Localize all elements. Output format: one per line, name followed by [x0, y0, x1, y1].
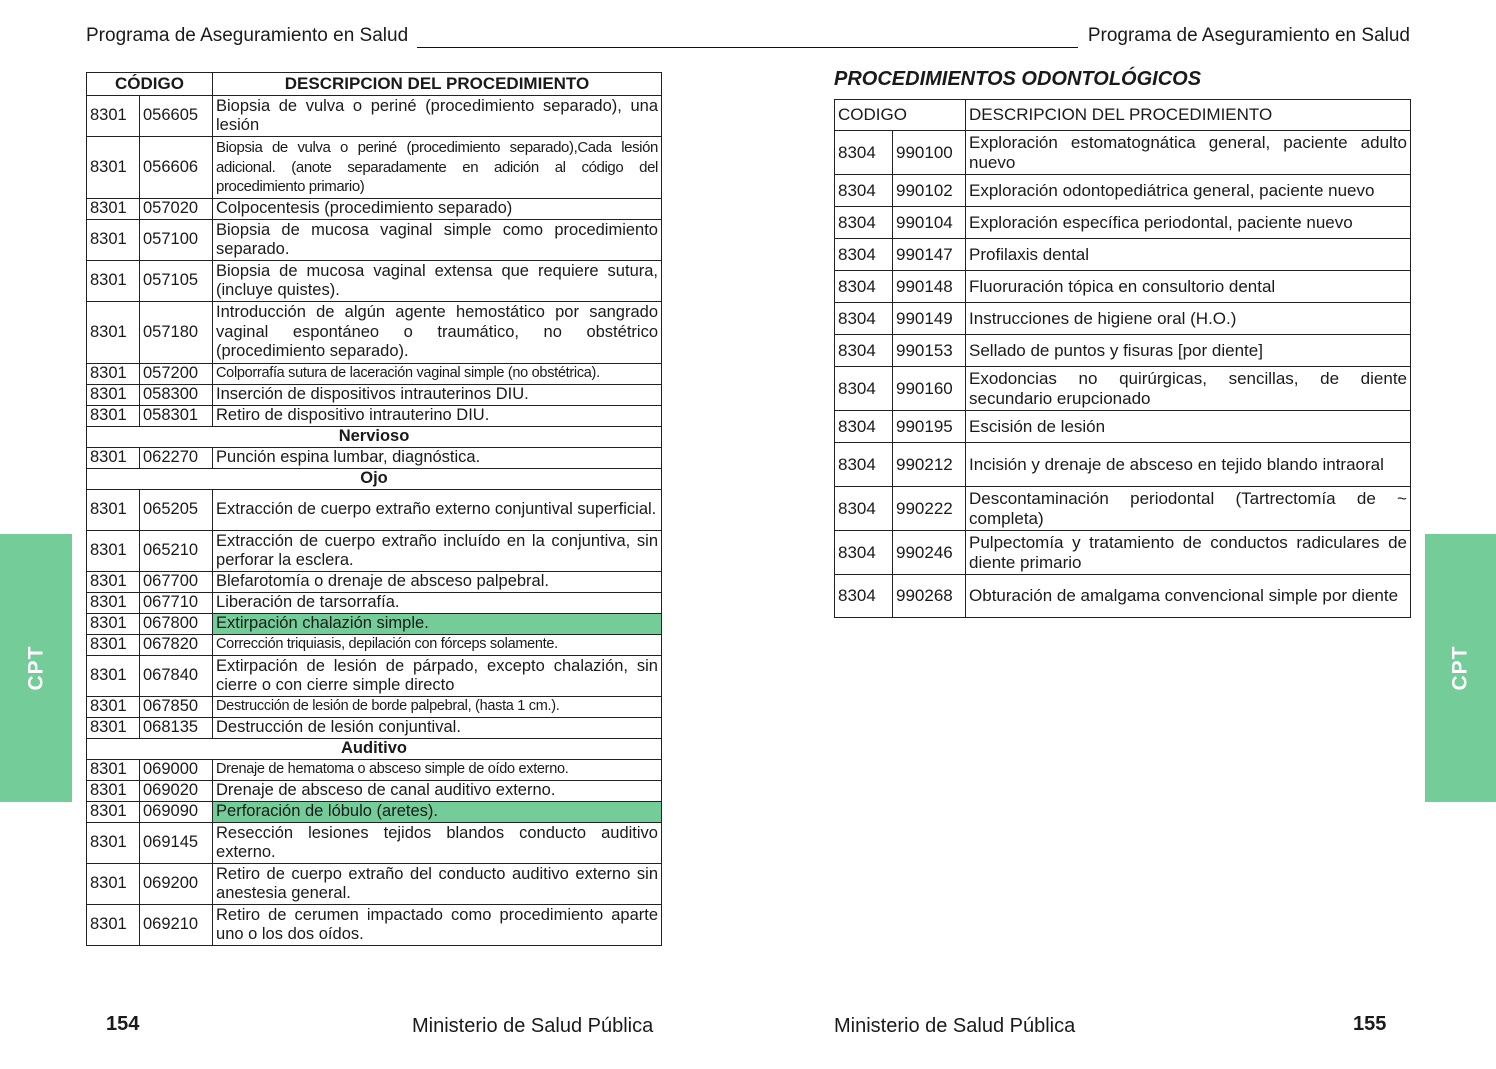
procedure-code: 067850 — [140, 697, 213, 718]
procedure-description: Colpocentesis (procedimiento separado) — [213, 199, 662, 220]
procedure-code: 057180 — [140, 302, 213, 364]
header-rule — [417, 47, 1078, 48]
left-code-column-header: CÓDIGO — [87, 73, 213, 96]
procedure-description: Perforación de lóbulo (aretes). — [213, 802, 662, 823]
procedure-description: Exploración odontopediátrica general, paciente nuevo — [966, 175, 1411, 207]
procedure-description: Inserción de dispositivos intrauterinos DIU. — [213, 385, 662, 406]
group-code: 8301 — [87, 302, 140, 364]
procedure-code: 057100 — [140, 220, 213, 261]
procedure-description: Resección lesiones tejidos blandos conducto auditivo externo. — [213, 823, 662, 864]
procedure-code: 057105 — [140, 261, 213, 302]
procedure-description: Retiro de cuerpo extraño del conducto auditivo externo sin anestesia general. — [213, 864, 662, 905]
procedure-code: 990148 — [893, 271, 966, 303]
procedure-description: Profilaxis dental — [966, 239, 1411, 271]
table-row — [835, 207, 1411, 239]
procedure-description: Retiro de cerumen impactado como procedimiento aparte uno o los dos oídos. — [213, 905, 662, 946]
procedure-code: 990147 — [893, 239, 966, 271]
group-code: 8301 — [87, 406, 140, 427]
procedure-description: Extracción de cuerpo extraño externo conjuntival superficial. — [213, 490, 662, 531]
left-running-header: Programa de Aseguramiento en Salud — [86, 25, 409, 46]
table-row — [87, 823, 662, 864]
procedure-description: Exploración específica periodontal, paciente nuevo — [966, 207, 1411, 239]
left-page-number: 154 — [106, 1013, 140, 1035]
section-title: Auditivo — [87, 739, 662, 760]
table-row — [87, 261, 662, 302]
table-row — [835, 443, 1411, 487]
group-code: 8301 — [87, 531, 140, 572]
table-row — [87, 137, 662, 199]
procedure-code: 062270 — [140, 448, 213, 469]
group-code: 8301 — [87, 635, 140, 656]
group-code: 8301 — [87, 261, 140, 302]
procedure-code: 057020 — [140, 199, 213, 220]
group-code: 8301 — [87, 760, 140, 781]
group-code: 8304 — [835, 175, 893, 207]
table-row — [87, 406, 662, 427]
group-code: 8301 — [87, 137, 140, 199]
procedure-description: Fluoruración tópica en consultorio dental — [966, 271, 1411, 303]
group-code: 8304 — [835, 487, 893, 531]
section-title: Nervioso — [87, 427, 662, 448]
procedure-code: 058300 — [140, 385, 213, 406]
group-code: 8304 — [835, 303, 893, 335]
table-row — [87, 364, 662, 385]
procedure-code: 065210 — [140, 531, 213, 572]
procedure-code: 990195 — [893, 411, 966, 443]
table-row — [87, 656, 662, 697]
procedure-description: Introducción de algún agente hemostático por sangrado vaginal espontáneo o traumático, no obstétrico (procedimiento separado). — [213, 302, 662, 364]
procedure-code: 069210 — [140, 905, 213, 946]
table-row — [835, 175, 1411, 207]
procedure-description: Drenaje de hematoma o absceso simple de oído externo. — [213, 760, 662, 781]
procedure-code: 056606 — [140, 137, 213, 199]
procedure-code: 990149 — [893, 303, 966, 335]
procedure-description: Biopsia de mucosa vaginal simple como procedimiento separado. — [213, 220, 662, 261]
procedure-description: Destrucción de lesión de borde palpebral, (hasta 1 cm.). — [213, 697, 662, 718]
group-code: 8304 — [835, 131, 893, 175]
procedure-description: Exodoncias no quirúrgicas, sencillas, de diente secundario erupcionado — [966, 367, 1411, 411]
procedure-code: 058301 — [140, 406, 213, 427]
procedure-code: 067820 — [140, 635, 213, 656]
left-cpt-tab — [0, 534, 72, 802]
procedure-description: Punción espina lumbar, diagnóstica. — [213, 448, 662, 469]
table-row — [835, 303, 1411, 335]
right-running-header: Programa de Aseguramiento en Salud — [1087, 25, 1410, 46]
table-row — [835, 131, 1411, 175]
table-row — [835, 271, 1411, 303]
table-row — [835, 239, 1411, 271]
table-row — [835, 531, 1411, 575]
group-code: 8301 — [87, 364, 140, 385]
left-description-column-header: DESCRIPCION DEL PROCEDIMIENTO — [213, 73, 662, 96]
procedure-description: Extirpación de lesión de párpado, excepto chalazión, sin cierre o con cierre simple directo — [213, 656, 662, 697]
table-row — [87, 802, 662, 823]
procedure-code: 990104 — [893, 207, 966, 239]
table-row — [835, 575, 1411, 618]
table-row — [87, 905, 662, 946]
procedure-code: 990222 — [893, 487, 966, 531]
group-code: 8301 — [87, 614, 140, 635]
table-row — [87, 760, 662, 781]
group-code: 8304 — [835, 367, 893, 411]
procedure-description: Incisión y drenaje de absceso en tejido blando intraoral — [966, 443, 1411, 487]
group-code: 8304 — [835, 271, 893, 303]
group-code: 8301 — [87, 718, 140, 739]
right-cpt-tab-label: CPT — [1448, 645, 1472, 691]
procedure-description: Exploración estomatognática general, paciente adulto nuevo — [966, 131, 1411, 175]
table-row — [87, 697, 662, 718]
section-header-row — [87, 427, 662, 448]
table-row — [87, 220, 662, 261]
group-code: 8301 — [87, 802, 140, 823]
procedure-code: 990102 — [893, 175, 966, 207]
table-row — [87, 385, 662, 406]
right-cpt-tab — [1425, 534, 1496, 802]
procedure-description: Destrucción de lesión conjuntival. — [213, 718, 662, 739]
procedure-code: 990100 — [893, 131, 966, 175]
dental-procedures-title: PROCEDIMIENTOS ODONTOLÓGICOS — [834, 68, 1202, 90]
table-row — [87, 199, 662, 220]
group-code: 8301 — [87, 905, 140, 946]
section-header-row — [87, 739, 662, 760]
group-code: 8304 — [835, 335, 893, 367]
procedure-code: 069000 — [140, 760, 213, 781]
procedure-code: 990268 — [893, 575, 966, 618]
table-row — [87, 635, 662, 656]
procedure-description: Obturación de amalgama convencional simple por diente — [966, 575, 1411, 618]
procedure-code: 990153 — [893, 335, 966, 367]
procedure-code: 057200 — [140, 364, 213, 385]
table-row — [87, 531, 662, 572]
group-code: 8301 — [87, 220, 140, 261]
procedure-code: 067800 — [140, 614, 213, 635]
table-row — [87, 490, 662, 531]
section-header-row — [87, 469, 662, 490]
left-cpt-tab-label: CPT — [24, 645, 47, 691]
group-code: 8304 — [835, 443, 893, 487]
procedure-description: Blefarotomía o drenaje de absceso palpebral. — [213, 572, 662, 593]
procedure-code: 067710 — [140, 593, 213, 614]
group-code: 8301 — [87, 490, 140, 531]
procedure-description: Drenaje de absceso de canal auditivo externo. — [213, 781, 662, 802]
procedure-code: 990246 — [893, 531, 966, 575]
procedure-description: Liberación de tarsorrafía. — [213, 593, 662, 614]
procedure-description: Pulpectomía y tratamiento de conductos radiculares de diente primario — [966, 531, 1411, 575]
table-row — [87, 302, 662, 364]
table-row — [87, 718, 662, 739]
procedure-description: Descontaminación periodontal (Tartrectomía de ~ completa) — [966, 487, 1411, 531]
procedure-code: 068135 — [140, 718, 213, 739]
group-code: 8301 — [87, 823, 140, 864]
procedure-description: Sellado de puntos y fisuras [por diente] — [966, 335, 1411, 367]
procedure-code: 067700 — [140, 572, 213, 593]
group-code: 8301 — [87, 697, 140, 718]
table-row — [87, 448, 662, 469]
procedure-description: Biopsia de mucosa vaginal extensa que requiere sutura, (incluye quistes). — [213, 261, 662, 302]
group-code: 8301 — [87, 864, 140, 905]
right-description-column-header: DESCRIPCION DEL PROCEDIMIENTO — [966, 100, 1411, 131]
table-row — [835, 335, 1411, 367]
table-row — [835, 487, 1411, 531]
group-code: 8304 — [835, 531, 893, 575]
table-row — [835, 411, 1411, 443]
group-code: 8301 — [87, 448, 140, 469]
right-page-number: 155 — [1353, 1013, 1387, 1035]
group-code: 8301 — [87, 96, 140, 137]
procedure-description: Colporrafía sutura de laceración vaginal simple (no obstétrica). — [213, 364, 662, 385]
table-row — [87, 614, 662, 635]
table-row — [87, 572, 662, 593]
section-title: Ojo — [87, 469, 662, 490]
procedure-code: 990160 — [893, 367, 966, 411]
procedure-description: Instrucciones de higiene oral (H.O.) — [966, 303, 1411, 335]
right-code-column-header: CODIGO — [835, 100, 966, 131]
procedure-description: Corrección triquiasis, depilación con fórceps solamente. — [213, 635, 662, 656]
procedure-description: Extirpación chalazión simple. — [213, 614, 662, 635]
group-code: 8304 — [835, 411, 893, 443]
procedure-code: 065205 — [140, 490, 213, 531]
table-row — [87, 864, 662, 905]
procedure-description: Retiro de dispositivo intrauterino DIU. — [213, 406, 662, 427]
table-row — [87, 593, 662, 614]
right-table-header-row — [835, 100, 1411, 131]
right-procedure-table — [834, 99, 1411, 618]
group-code: 8301 — [87, 781, 140, 802]
group-code: 8301 — [87, 572, 140, 593]
right-footer-ministry: Ministerio de Salud Pública — [834, 1015, 1076, 1037]
table-row — [87, 781, 662, 802]
group-code: 8304 — [835, 207, 893, 239]
procedure-code: 069090 — [140, 802, 213, 823]
procedure-code: 056605 — [140, 96, 213, 137]
procedure-code: 990212 — [893, 443, 966, 487]
left-table-header-row — [87, 73, 662, 96]
left-footer-ministry: Ministerio de Salud Pública — [412, 1015, 654, 1037]
procedure-code: 069200 — [140, 864, 213, 905]
group-code: 8301 — [87, 199, 140, 220]
group-code: 8301 — [87, 593, 140, 614]
procedure-code: 067840 — [140, 656, 213, 697]
procedure-code: 069145 — [140, 823, 213, 864]
group-code: 8301 — [87, 656, 140, 697]
group-code: 8304 — [835, 575, 893, 618]
procedure-description: Biopsia de vulva o periné (procedimiento separado), una lesión — [213, 96, 662, 137]
group-code: 8304 — [835, 239, 893, 271]
table-row — [87, 96, 662, 137]
procedure-description: Biopsia de vulva o periné (procedimiento separado),Cada lesión adicional. (anote separadamente en adición al código del procedimiento primario) — [213, 137, 662, 199]
table-row — [835, 367, 1411, 411]
procedure-code: 069020 — [140, 781, 213, 802]
left-procedure-table — [86, 72, 662, 946]
procedure-description: Extracción de cuerpo extraño incluído en la conjuntiva, sin perforar la esclera. — [213, 531, 662, 572]
procedure-description: Escisión de lesión — [966, 411, 1411, 443]
group-code: 8301 — [87, 385, 140, 406]
